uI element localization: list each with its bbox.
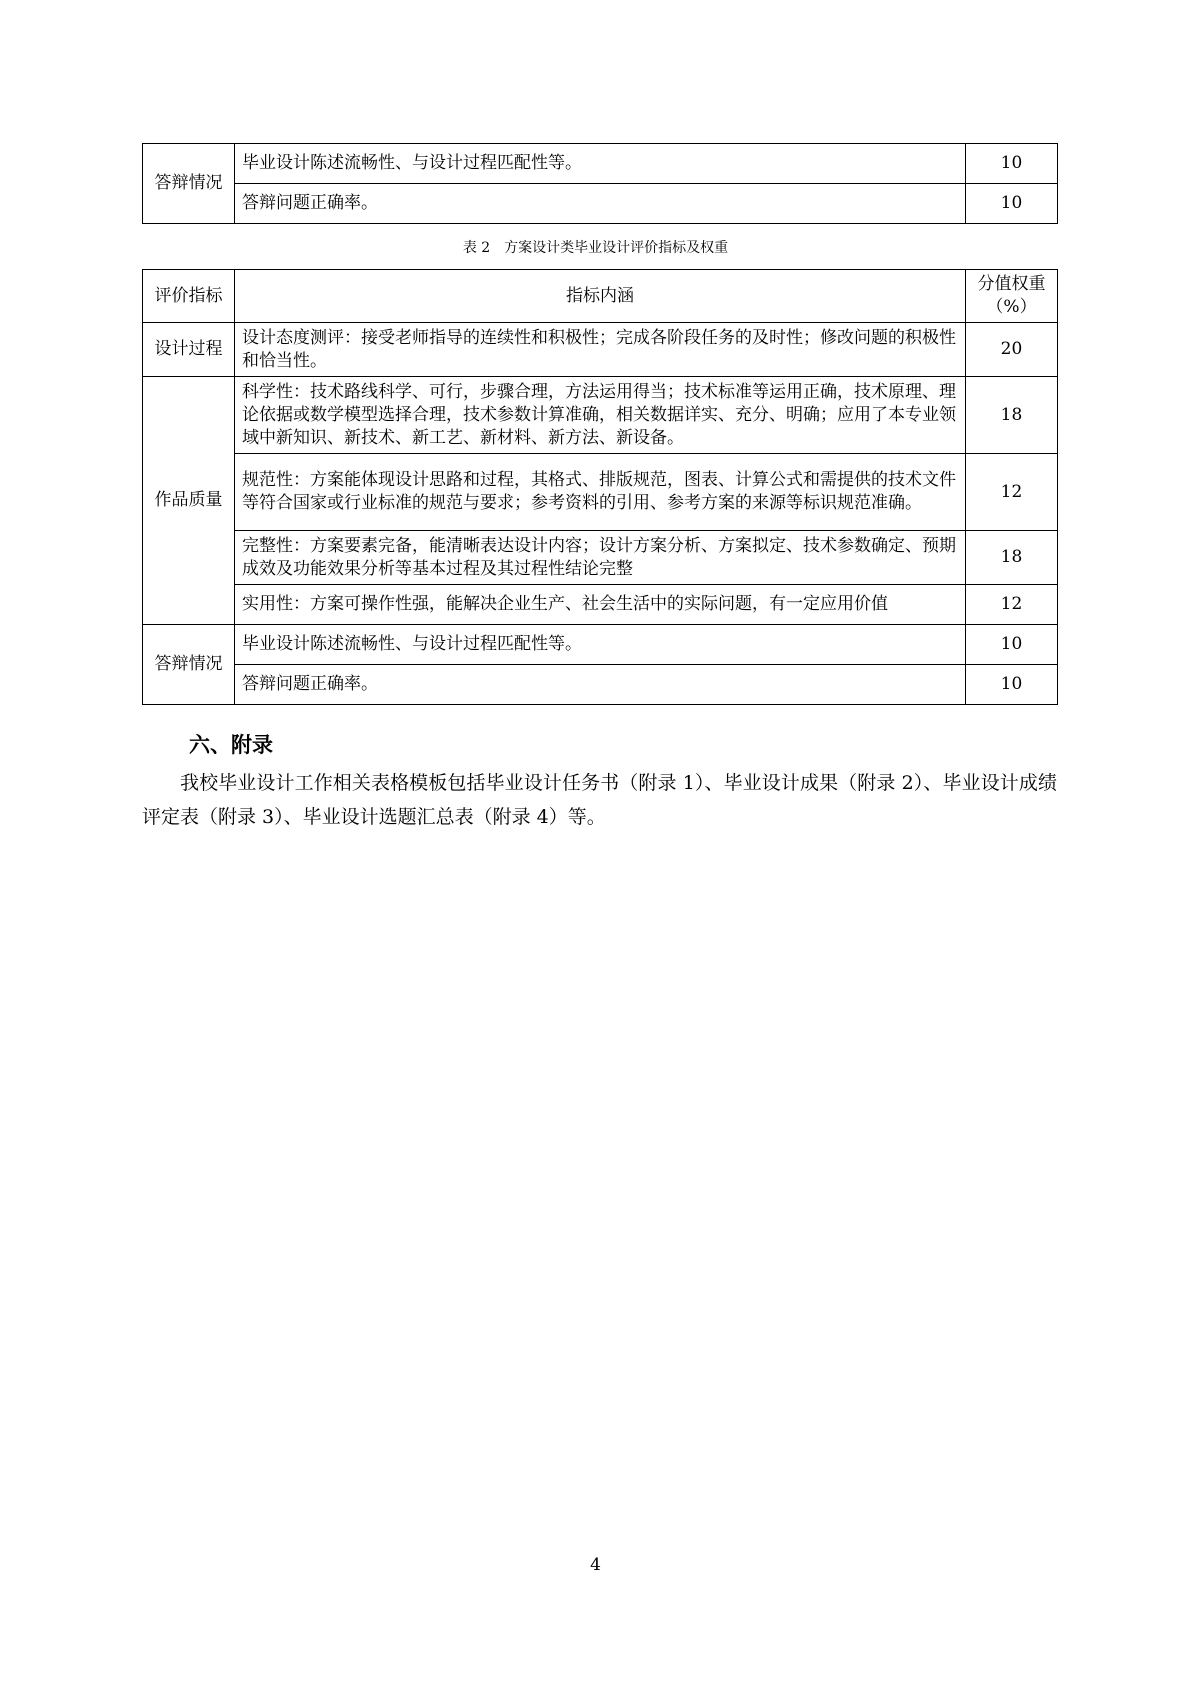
content-cell: 答辩问题正确率。 — [235, 184, 966, 224]
weight-cell: 10 — [966, 144, 1058, 184]
weight-cell: 10 — [966, 625, 1058, 665]
category-cell: 答辩情况 — [143, 144, 235, 224]
header-weight: 分值权重（%） — [966, 270, 1058, 323]
header-indicator: 评价指标 — [143, 270, 235, 323]
table-caption: 表 2 方案设计类毕业设计评价指标及权重 — [462, 240, 729, 256]
weight-cell: 18 — [966, 377, 1058, 454]
weight-cell: 10 — [966, 665, 1058, 705]
weight-cell: 18 — [966, 531, 1058, 585]
appendix-paragraph: 我校毕业设计工作相关表格模板包括毕业设计任务书（附录 1）、毕业设计成果（附录 2）、毕业设计成绩评定表（附录 3）、毕业设计选题汇总表（附录 4）等。 — [142, 772, 1057, 828]
content-cell: 规范性：方案能体现设计思路和过程，其格式、排版规范，图表、计算公式和需提供的技术文件等符合国家或行业标准的规范与要求；参考资料的引用、参考方案的来源等标识规范准确。 — [235, 454, 966, 531]
content-cell: 完整性：方案要素完备，能清晰表达设计内容；设计方案分析、方案拟定、技术参数确定、预期成效及功能效果分析等基本过程及其过程性结论完整 — [235, 531, 966, 585]
header-content: 指标内涵 — [235, 270, 966, 323]
content-cell: 实用性：方案可操作性强，能解决企业生产、社会生活中的实际问题，有一定应用价值 — [235, 585, 966, 625]
content-cell: 答辩问题正确率。 — [235, 665, 966, 705]
content-cell: 设计态度测评：接受老师指导的连续性和积极性；完成各阶段任务的及时性；修改问题的积极性和恰当性。 — [235, 323, 966, 377]
weight-cell: 12 — [966, 585, 1058, 625]
defense-table-continued — [142, 143, 1058, 224]
weight-cell: 12 — [966, 454, 1058, 531]
category-cell: 答辩情况 — [143, 625, 235, 705]
weight-cell: 10 — [966, 184, 1058, 224]
content-cell: 科学性：技术路线科学、可行，步骤合理，方法运用得当；技术标准等运用正确，技术原理、理论依据或数学模型选择合理，技术参数计算准确，相关数据详实、充分、明确；应用了本专业领域中新知识、新技术、新工艺、新材料、新方法、新设备。 — [235, 377, 966, 454]
section-heading: 六、附录 — [189, 733, 273, 757]
content-cell: 毕业设计陈述流畅性、与设计过程匹配性等。 — [235, 625, 966, 665]
content-cell: 毕业设计陈述流畅性、与设计过程匹配性等。 — [235, 144, 966, 184]
weight-cell: 20 — [966, 323, 1058, 377]
page-number: 4 — [590, 1555, 601, 1575]
category-cell: 设计过程 — [143, 323, 235, 377]
category-cell: 作品质量 — [143, 377, 235, 625]
evaluation-table — [142, 269, 1058, 705]
